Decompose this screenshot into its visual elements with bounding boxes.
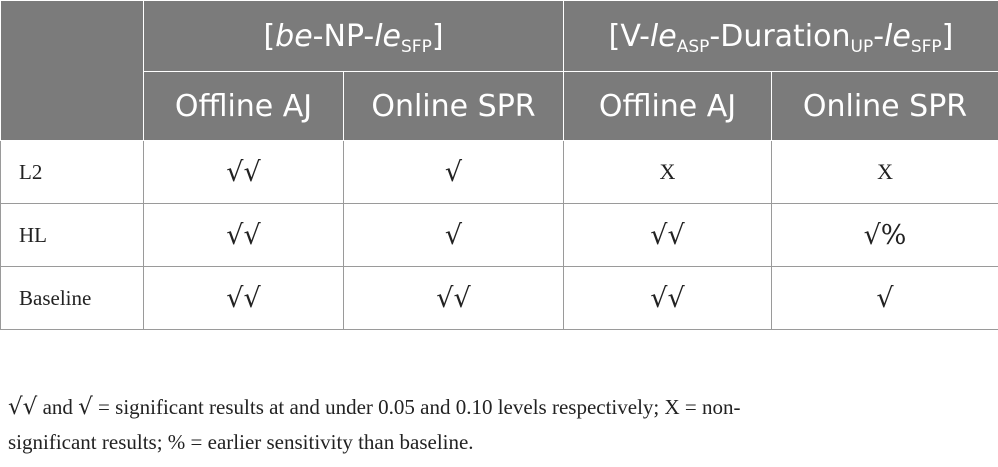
footnote-and: and — [37, 395, 79, 419]
table-footnote — [8, 390, 983, 460]
table-cell: √ — [772, 267, 998, 330]
subheader-online-spr-2: Online SPR — [772, 72, 998, 141]
header-group-v-le-duration-le — [564, 1, 998, 72]
table-row — [1, 141, 998, 204]
header-group1-np: -NP- — [312, 18, 375, 54]
header-group2-le1: le — [649, 18, 677, 54]
subheader-offline-aj-1: Offline AJ — [144, 72, 344, 141]
header-group2-prefix: [V- — [608, 18, 650, 54]
footnote-line2: significant results; % = earlier sensitivity than baseline. — [8, 430, 474, 454]
header-group2-sub-asp: ASP — [676, 36, 710, 57]
header-group2-dash: - — [873, 18, 885, 54]
header-group2-sub-sfp: SFP — [910, 36, 942, 57]
subheader-online-spr-1: Online SPR — [344, 72, 564, 141]
row-label: Baseline — [1, 267, 144, 330]
table-cell: √√ — [564, 204, 772, 267]
header-group1-sub-sfp: SFP — [401, 36, 432, 57]
table-row — [1, 267, 998, 330]
header-row-measures — [1, 72, 998, 141]
table-cell: √√ — [344, 267, 564, 330]
subheader-offline-aj-2: Offline AJ — [564, 72, 772, 141]
header-group2-suffix: ] — [941, 18, 954, 54]
table-cell: √√ — [564, 267, 772, 330]
header-group-be-np-le: $[be-NP-le_{SFP}]$ — [144, 1, 564, 72]
table-cell: √√ — [144, 204, 344, 267]
header-group1-le: le — [374, 18, 401, 54]
footnote-line1: = significant results at and under 0.05 and 0.10 levels respectively; X = non- — [92, 395, 741, 419]
table-cell: X — [564, 141, 772, 204]
header-group2-sub-up: UP — [850, 36, 874, 57]
header-group1-be: be — [275, 18, 313, 54]
row-label: HL — [1, 204, 144, 267]
table-cell: √ — [344, 204, 564, 267]
footnote-single-check: √ — [78, 394, 93, 420]
table-cell: √% — [772, 204, 998, 267]
header-row-groups — [1, 1, 998, 72]
header-group2-duration: -Duration — [709, 18, 851, 54]
table-cell: X — [772, 141, 998, 204]
header-corner — [1, 1, 144, 141]
header-group2-le2: le — [884, 18, 911, 54]
table-cell: √√ — [144, 141, 344, 204]
footnote-double-check: √√ — [8, 394, 38, 420]
row-label: L2 — [1, 141, 144, 204]
table-cell: √√ — [144, 267, 344, 330]
table-cell: √ — [344, 141, 564, 204]
table-row — [1, 204, 998, 267]
